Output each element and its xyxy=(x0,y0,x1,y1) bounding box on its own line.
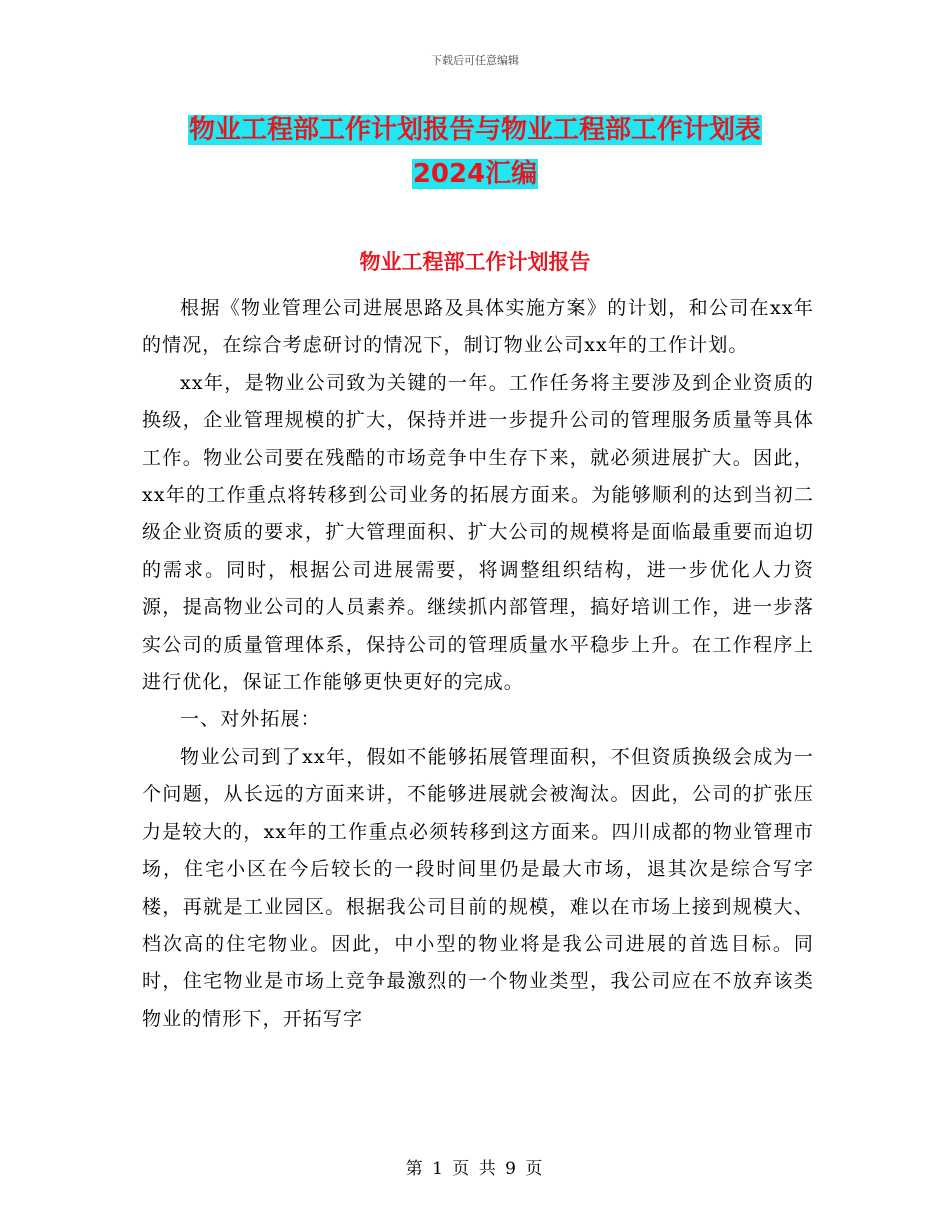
body-text xyxy=(142,290,814,1038)
paragraph: 一、对外拓展： xyxy=(180,708,321,731)
header-note: 下载后可任意编辑 xyxy=(431,54,519,67)
section-title: 物业工程部工作计划报告 xyxy=(359,250,591,274)
title-line-1: 物业工程部工作计划报告与物业工程部工作计划表 xyxy=(188,115,761,145)
paragraph: xx年，是物业公司致为关键的一年。工作任务将主要涉及到企业资质的换级，企业管理规模的扩大，保持并进一步提升公司的管理服务质量等具体工作。物业公司要在残酷的市场竞争中生存下来，就必须进展扩大。因此，xx年的工作重点将转移到公司业务的拓展方面来。为能够顺利的达到当初二级企业资质的要求，扩大管理面积、扩大公司的规模将是面临最重要而迫切的需求。同时，根据公司进展需要，将调整组织结构，进一步优化人力资源，提高物业公司的人员素养。继续抓内部管理，搞好培训工作，进一步落实公司的质量管理体系，保持公司的管理质量水平稳步上升。在工作程序上进行优化，保证工作能够更快更好的完成。 xyxy=(142,371,814,694)
paragraph: 物业公司到了xx年，假如不能够拓展管理面积，不但资质换级会成为一个问题，从长远的方面来讲，不能够进展就会被淘汰。因此，公司的扩张压力是较大的，xx年的工作重点必须转移到这方面来。四川成都的物业管理市场，住宅小区在今后较长的一段时间里仍是最大市场，退其次是综合写字楼，再就是工业园区。根据我公司目前的规模，难以在市场上接到规模大、档次高的住宅物业。因此，中小型的物业将是我公司进展的首选目标。同时，住宅物业是市场上竞争最激烈的一个物业类型，我公司应在不放弃该类物业的情形下，开拓写字 xyxy=(142,745,814,1030)
page-number: 第 1 页 共 9 页 xyxy=(405,1159,545,1179)
document-title xyxy=(0,108,950,196)
title-line-2: 2024汇编 xyxy=(412,159,538,189)
paragraph: 根据《物业管理公司进展思路及具体实施方案》的计划，和公司在xx年的情况，在综合考虑研讨的情况下，制订物业公司xx年的工作计划。 xyxy=(142,297,814,357)
